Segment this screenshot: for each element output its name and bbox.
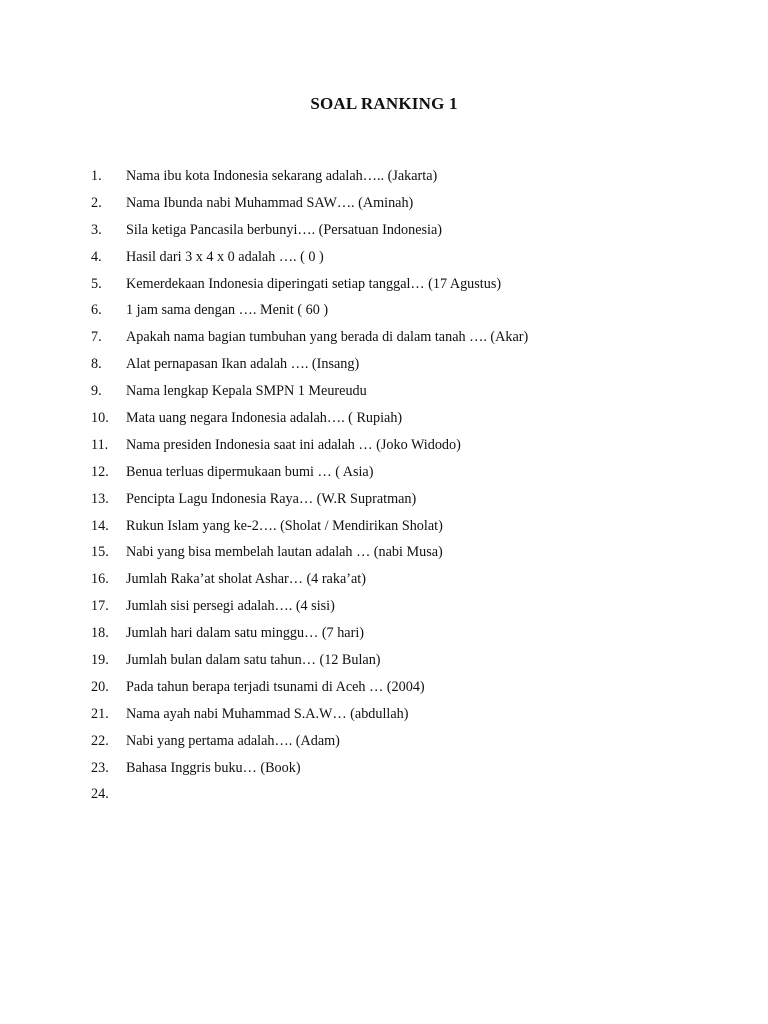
question-item: [91, 620, 528, 647]
question-text: Pencipta Lagu Indonesia Raya… (W.R Supratman): [126, 490, 417, 507]
question-text: Jumlah sisi persegi adalah…. (4 sisi): [126, 598, 335, 615]
question-number: 15.: [91, 544, 109, 561]
question-text: Nama lengkap Kepala SMPN 1 Meureudu: [126, 383, 367, 400]
question-text: 1 jam sama dengan …. Menit ( 60 ): [126, 302, 329, 319]
question-number: 21.: [91, 705, 109, 722]
question-number: 8.: [91, 356, 102, 373]
document-title: SOAL RANKING 1: [310, 94, 458, 113]
question-number: 16.: [91, 571, 109, 588]
question-item: [91, 593, 528, 620]
question-text: Nabi yang bisa membelah lautan adalah … (nabi Musa): [126, 544, 443, 561]
question-item: [91, 566, 528, 593]
question-item: [91, 378, 528, 405]
question-text: Nama ibu kota Indonesia sekarang adalah….. (Jakarta): [126, 167, 438, 184]
question-text: Nama Ibunda nabi Muhammad SAW…. (Aminah): [126, 194, 414, 211]
question-number: 4.: [91, 248, 102, 265]
question-list: [91, 163, 528, 808]
question-item: [91, 539, 528, 566]
question-text: Rukun Islam yang ke-2…. (Sholat / Mendirikan Sholat): [126, 517, 443, 534]
question-item: [91, 271, 528, 298]
question-number: 5.: [91, 275, 102, 292]
question-number: 10.: [91, 409, 109, 426]
question-number: 7.: [91, 329, 102, 346]
question-number: 24.: [91, 786, 109, 803]
question-number: 1.: [91, 167, 102, 184]
question-item: [91, 701, 528, 728]
question-item: [91, 217, 528, 244]
question-number: 22.: [91, 732, 109, 749]
question-item: [91, 674, 528, 701]
question-item: [91, 432, 528, 459]
question-item: [91, 405, 528, 432]
question-item: [91, 459, 528, 486]
question-number: 17.: [91, 598, 109, 615]
question-number: 6.: [91, 302, 102, 319]
question-item: [91, 244, 528, 271]
question-number: 13.: [91, 490, 109, 507]
question-number: 11.: [91, 436, 109, 453]
question-number: 19.: [91, 651, 109, 668]
question-item: [91, 324, 528, 351]
question-item: [91, 163, 528, 190]
question-item: [91, 486, 528, 513]
question-item: [91, 351, 528, 378]
question-item: [91, 755, 528, 782]
question-text: Sila ketiga Pancasila berbunyi…. (Persatuan Indonesia): [126, 221, 442, 238]
question-text: Nama presiden Indonesia saat ini adalah … (Joko Widodo): [126, 436, 461, 453]
question-number: 23.: [91, 759, 109, 776]
question-number: 14.: [91, 517, 109, 534]
question-text: Nabi yang pertama adalah…. (Adam): [126, 732, 340, 749]
question-text: Apakah nama bagian tumbuhan yang berada di dalam tanah …. (Akar): [126, 329, 529, 346]
question-text: Bahasa Inggris buku… (Book): [126, 759, 301, 776]
question-text: Pada tahun berapa terjadi tsunami di Aceh … (2004): [126, 678, 425, 695]
question-item: [91, 513, 528, 540]
question-item: [91, 728, 528, 755]
question-number: 12.: [91, 463, 109, 480]
question-number: 9.: [91, 383, 102, 400]
question-text: Mata uang negara Indonesia adalah…. ( Rupiah): [126, 409, 403, 426]
question-item: [91, 190, 528, 217]
question-text: Jumlah bulan dalam satu tahun… (12 Bulan): [126, 651, 381, 668]
question-number: 3.: [91, 221, 102, 238]
question-text: Jumlah Raka’at sholat Ashar… (4 raka’at): [126, 571, 366, 588]
question-number: 20.: [91, 678, 109, 695]
question-text: Hasil dari 3 x 4 x 0 adalah …. ( 0 ): [126, 248, 324, 265]
question-item: [91, 647, 528, 674]
question-text: Benua terluas dipermukaan bumi … ( Asia): [126, 463, 374, 480]
question-text: Nama ayah nabi Muhammad S.A.W… (abdullah): [126, 705, 409, 722]
question-text: Jumlah hari dalam satu minggu… (7 hari): [126, 625, 364, 642]
question-text: Alat pernapasan Ikan adalah …. (Insang): [126, 356, 360, 373]
question-item: [91, 781, 528, 808]
question-text: Kemerdekaan Indonesia diperingati setiap tanggal… (17 Agustus): [126, 275, 502, 292]
question-number: 18.: [91, 625, 109, 642]
question-item: [91, 297, 528, 324]
question-number: 2.: [91, 194, 102, 211]
